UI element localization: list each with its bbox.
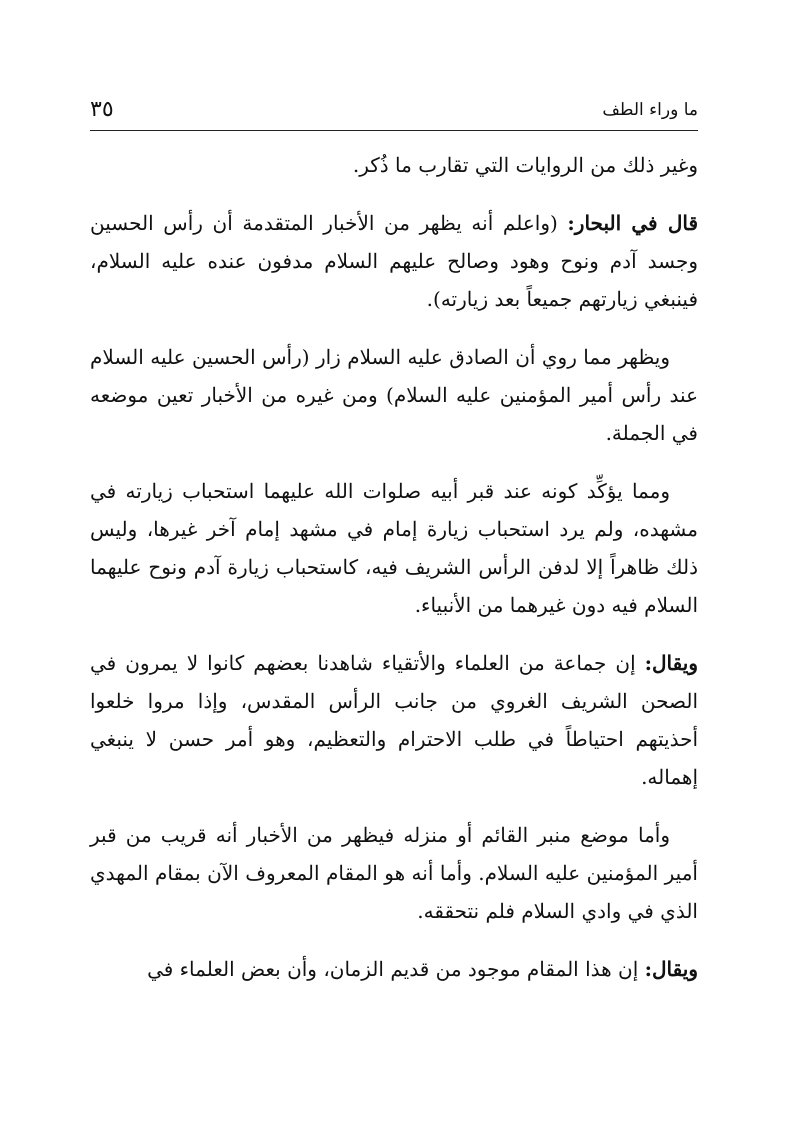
paragraph-text: إن جماعة من العلماء والأتقياء شاهدنا بعضهم كانوا لا يمرون في الصحن الشريف الغروي من جانب الرأس المقدس، وإذا مروا خلعوا أحذيتهم احتياطاً في طلب الاحترام والتعظيم، وهو أمر حسن لا ينبغي إهماله. <box>90 651 698 789</box>
running-title: ما وراء الطف <box>602 100 698 120</box>
paragraph-text: إن هذا المقام موجود من قديم الزمان، وأن بعض العلماء في <box>147 957 645 981</box>
paragraph-text: (واعلم أنه يظهر من الأخبار المتقدمة أن رأس الحسين وجسد آدم ونوح وهود وصالح عليهم السلام مدفون عنده عليه السلام، فينبغي زيارتهم جميعاً بعد زيارته). <box>90 211 698 311</box>
paragraph-2 <box>90 204 698 318</box>
paragraph-5 <box>90 644 698 796</box>
paragraph-lead: ويقال: <box>644 957 698 981</box>
paragraph-1 <box>90 146 698 184</box>
paragraph-6 <box>90 816 698 930</box>
paragraph-text: وأما موضع منبر القائم أو منزله فيظهر من الأخبار أنه قريب من قبر أمير المؤمنين عليه السلام. وأما أنه هو المقام المعروف الآن بمقام المهدي الذي في وادي السلام فلم نتحققه. <box>90 823 698 923</box>
paragraph-lead: ويقال: <box>644 651 698 675</box>
paragraph-lead: قال في البحار: <box>567 211 698 235</box>
paragraph-4 <box>90 472 698 624</box>
paragraph-text: ومما يؤكِّد كونه عند قبر أبيه صلوات الله عليهما استحباب زيارته في مشهده، ولم يرد استحباب زيارة إمام في مشهد إمام آخر غيرها، وليس ذلك ظاهراً إلا لدفن الرأس الشريف فيه، كاستحباب زيارة آدم ونوح عليهما السلام فيه دون غيرهما من الأنبياء. <box>90 479 698 617</box>
paragraph-7 <box>90 950 698 988</box>
body-text <box>90 146 698 1008</box>
page-number: ٣٥ <box>90 97 114 122</box>
paragraph-text: وغير ذلك من الروايات التي تقارب ما ذُكر. <box>352 153 698 177</box>
paragraph-3 <box>90 338 698 452</box>
page-header <box>90 92 698 128</box>
header-rule <box>90 130 698 131</box>
paragraph-text: ويظهر مما روي أن الصادق عليه السلام زار (رأس الحسين عليه السلام عند رأس أمير المؤمنين عليه السلام) ومن غيره من الأخبار تعين موضعه في الجملة. <box>90 345 698 445</box>
